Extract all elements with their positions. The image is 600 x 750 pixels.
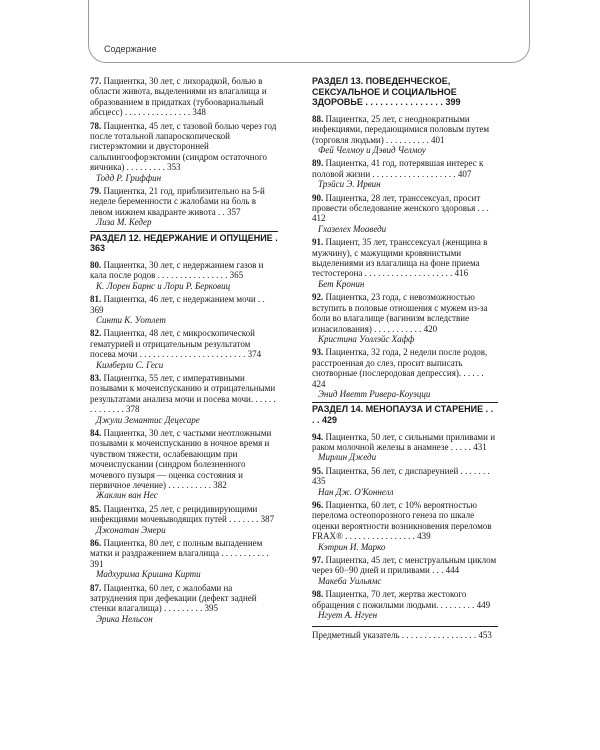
page-number: 416: [454, 268, 469, 279]
entry-line: [90, 373, 278, 415]
page-number: 399: [445, 97, 461, 108]
entry-line: [90, 504, 278, 525]
page-number: 391: [90, 558, 104, 569]
divider: [312, 626, 498, 627]
toc-entry: [90, 583, 278, 625]
leader-dots: . . . . . . . . . . . . . . . . .: [399, 630, 479, 641]
page-number: 449: [476, 599, 491, 610]
page-number: 395: [204, 603, 219, 614]
entry-line: [90, 428, 278, 490]
entry-number: 89.: [312, 158, 324, 169]
entry-line: [312, 466, 498, 487]
entry-author: Синти К. Уотлет: [96, 314, 166, 325]
entry-author: Эрика Нельсон: [96, 613, 153, 624]
entry-line: [90, 538, 278, 569]
entry-line: [90, 294, 278, 315]
entry-title: Пациентка, 30 лет, с лихорадкой, болью в области живота, выделениями из влагалища и образованием в придатках (тубоовариальный абсцесс): [90, 76, 267, 118]
page-number: 453: [478, 630, 492, 641]
entry-title: Пациент, 35 лет, транссексуал (женщина в мужчину), с мажущими кровянистыми выделениями из влагалища на фоне приема тестостерона: [312, 237, 488, 279]
entry-number: 84.: [90, 427, 102, 438]
toc-entry: [312, 589, 498, 620]
entry-author: Трэйси Э. Ирвин: [318, 179, 381, 190]
page-number: 407: [457, 168, 472, 179]
entry-title: Пациентка, 60 лет, с жалобами на затруднения при дефекации (дефект задней стенки влагалища): [90, 582, 257, 614]
toc-entry: [312, 466, 498, 497]
entry-number: 96.: [312, 499, 324, 510]
entry-author: Джонатан Эмери: [96, 524, 166, 535]
entry-number: 85.: [90, 503, 102, 514]
toc-entry: [90, 538, 278, 580]
entry-title: Пациентка, 80 лет, с полным выпадением матки и раздражением влагалища: [90, 538, 263, 559]
page-number: 363: [90, 243, 106, 254]
entry-number: 82.: [90, 328, 102, 339]
leader-dots: . . . . . . . . . . . . . . . . . . . . . . . .: [137, 349, 248, 360]
leader-dots: . . .: [429, 565, 446, 576]
toc-entry: [312, 432, 498, 463]
entry-title: Пациентка, 70 лет, жертва жестокого обращения с пожилыми людьми.: [312, 589, 467, 610]
entry-title: Пациентка, 41 год, потерявшая интерес к половой жизни: [312, 158, 484, 179]
leader-dots: . . . . . . . . . .: [383, 134, 431, 145]
entry-author: Кимберли С. Геси: [96, 359, 164, 370]
leader-dots: . . . . . . . . . .: [165, 480, 214, 490]
page-number: 357: [227, 206, 241, 217]
entry-author: Тодд Р. Гриффин: [96, 172, 162, 183]
toc-entry: [90, 373, 278, 425]
entry-author: Бет Кронин: [318, 278, 365, 289]
leader-dots: . . . . . . . . .: [161, 603, 205, 614]
toc-entry: [312, 193, 498, 235]
leader-dots: .: [272, 232, 278, 243]
entry-title: Пациентка, 25 лет, с неоднократными инфекциями, передающимися половым путем (торговля людьми): [312, 113, 490, 145]
page-number: 374: [247, 349, 262, 360]
entry-line: [312, 500, 498, 542]
entry-title: Пациентка, 45 лет, с менструальным циклом через 60−90 дней и приливами: [312, 555, 497, 576]
page-number: 353: [167, 162, 181, 173]
entry-author: К. Лорен Барнс и Лори Р. Берковиц: [96, 280, 231, 291]
entry-number: 97.: [312, 555, 324, 565]
leader-dots: . . . . . . . . . . . . . . .: [122, 107, 193, 118]
page-number: 424: [312, 378, 326, 389]
entry-line: [90, 121, 278, 173]
toc-entry: [312, 292, 498, 344]
entry-line: [312, 114, 498, 145]
toc-entry: [90, 504, 278, 535]
entry-number: 79.: [90, 186, 102, 197]
entry-title: Пациентка, 45 лет, с тазовой болью через год после тотальной лапароскопической гистерэктомии и двусторонней сальпингоофорэктомии (синдром остаточного яичника): [90, 120, 277, 173]
toc-left-column: [90, 76, 278, 627]
entry-title: Пациентка, 46 лет, с недержанием мочи: [103, 294, 256, 305]
entry-number: 86.: [90, 538, 102, 549]
entry-title: Пациентка, 30 лет, с частыми неотложными позывами к мочеиспусканию в ночное время и чувством тяжести, ослабевающим при мочеиспускании (синдром болезненного мочевого пузыря — оценка состояния и первичное лечение): [90, 427, 272, 490]
entry-line: [312, 158, 498, 179]
section-heading: [312, 76, 498, 108]
header-frame: [88, 0, 530, 63]
toc-entry: [312, 158, 498, 189]
page-number: 420: [423, 323, 438, 334]
toc-entry: [90, 328, 278, 370]
leader-dots: . .: [255, 294, 265, 305]
section-heading: [312, 402, 498, 425]
entry-number: 80.: [90, 259, 102, 270]
entry-line: [312, 347, 498, 389]
entry-author: Энид Иветт Ривера-Коуэцци: [318, 388, 431, 399]
leader-dots: . . . . . . . . . . . . . . . . . . . .: [362, 268, 455, 279]
entry-number: 90.: [312, 192, 324, 203]
entry-title: Пациентка, 55 лет, с императивными позывами к мочеиспусканию и отрицательными результатами анализа мочи и посева мочи.: [90, 372, 276, 404]
entry-title: Предметный указатель: [312, 630, 400, 641]
entry-line: [90, 328, 278, 359]
header-label: Содержание: [104, 44, 157, 54]
page-number: 369: [90, 304, 104, 315]
leader-dots: . . .: [475, 203, 489, 214]
toc-entry: [312, 347, 498, 399]
entry-line: [312, 589, 498, 610]
entry-title: Пациентка, 60 лет, с 10% вероятностью перелома остеопорозного генеза по шкале оценки вероятности возникновения переломов FRAX®: [312, 499, 492, 542]
leader-dots: . . . . .: [461, 368, 484, 379]
entry-author: Гхазелех Моаведи: [318, 223, 387, 234]
section-title: РАЗДЕЛ 14. МЕНОПАУЗА И СТАРЕНИЕ: [312, 404, 484, 415]
entry-title: Пациентка, 21 год, приблизительно на 5-й неделе беременности с жалобами на боль в левом нижнем квадранте живота: [90, 186, 265, 217]
entry-title: Пациентка, 48 лет, с микроскопической гематурией и отрицательным результатом посева мочи: [90, 328, 255, 360]
page-number: 401: [431, 134, 445, 145]
toc-entry: [312, 237, 498, 289]
leader-dots: . .: [215, 206, 228, 217]
leader-dots: . . . . . . . . . . . . . . . .: [342, 531, 418, 542]
entry-number: 92.: [312, 292, 324, 303]
page-number: 382: [213, 480, 227, 490]
entry-author: Лиза М. Кедер: [96, 217, 152, 228]
page-number: 387: [260, 514, 275, 525]
leader-dots: . . . . . . . . . . .: [371, 323, 424, 334]
toc-entry: [90, 260, 278, 291]
page-number: 378: [126, 404, 140, 415]
toc-entry: [90, 186, 278, 228]
entry-line: [312, 237, 498, 279]
entry-title: Пациентка, 30 лет, с недержанием газов и кала после родов: [90, 259, 264, 281]
toc-entry: [90, 121, 278, 183]
entry-line: [90, 583, 278, 614]
entry-line: [312, 193, 498, 224]
entry-author: Кристина Уоллэйс Хафф: [318, 333, 415, 344]
leader-dots: . . . . . . .: [458, 465, 490, 476]
toc-entry: [90, 294, 278, 325]
leader-dots: . . . . .: [448, 441, 474, 452]
entry-author: Джули Земантис Децесаре: [96, 414, 200, 425]
toc-entry-index: [312, 630, 498, 640]
entry-number: 88.: [312, 113, 324, 124]
entry-author: Макеба Уильямс: [318, 575, 382, 586]
toc-entry: [312, 555, 498, 586]
entry-title: Пациентка, 23 года, с невозможностью вступить в половые отношения с мужем из-за боли во влагалище (вагинизм вследствие изнасилования): [312, 292, 488, 334]
toc-entry: [90, 76, 278, 118]
entry-number: 93.: [312, 347, 324, 358]
toc-right-column: [312, 76, 498, 644]
page-number: 431: [473, 441, 487, 452]
entry-line: [90, 260, 278, 281]
entry-line: [312, 432, 498, 453]
leader-dots: . . . . . . . . .: [124, 162, 168, 173]
page-number: 444: [445, 565, 460, 576]
leader-dots: . . . . . . . . . . .: [219, 548, 269, 559]
entry-author: Нгует А. Нгуен: [318, 610, 378, 621]
toc-entry: [90, 428, 278, 501]
entry-author: Фей Челмоу и Дэвид Челмоу: [318, 145, 426, 155]
entry-number: 94.: [312, 431, 324, 442]
page-number: 439: [417, 531, 431, 542]
entry-author: Мирлин Джеди: [318, 452, 377, 463]
toc-entry: [312, 500, 498, 552]
page-number: 348: [192, 107, 206, 118]
page-number: 429: [322, 414, 338, 425]
page-number: 365: [229, 270, 244, 281]
entry-number: 87.: [90, 582, 102, 593]
entry-title: Пациентка, 25 лет, с рецидивирующими инфекциями мочевыводящих путей: [90, 503, 258, 525]
entry-title: Пациентка, 28 лет, транссексуал, просит провести обследование женского здоровья: [312, 192, 481, 214]
entry-title: Пациентка, 32 года, 2 недели после родов, расстроенная до слез, просит выписать снотворные (послеродовая депрессия).: [312, 347, 488, 379]
leader-dots: . . . . . . . . . . . . . . . . . . .: [370, 168, 458, 179]
entry-number: 78.: [90, 120, 102, 131]
entry-number: 98.: [312, 589, 324, 600]
entry-title: Пациентка, 50 лет, с сильными приливами и раком молочной железы в анамнезе: [312, 431, 496, 452]
leader-dots: . . . . . . . . . . . . . . . .: [155, 270, 230, 281]
entry-author: Жаклин ван Нес: [96, 490, 158, 501]
entry-line: [312, 292, 498, 334]
page-number: 412: [312, 213, 326, 224]
leader-dots: . . . . . . . . . . . . . . . .: [362, 97, 446, 108]
section-title: РАЗДЕЛ 13. ПОВЕДЕНЧЕСКОЕ, СЕКСУАЛЬНОЕ И СОЦИАЛЬНОЕ ЗДОРОВЬЕ: [312, 76, 457, 108]
entry-number: 83.: [90, 372, 102, 383]
leader-dots: . . . . . . . . . . . . .: [90, 393, 276, 415]
entry-author: Нан Дж. О'Коннелл: [318, 486, 394, 497]
entry-number: 77.: [90, 76, 102, 86]
entry-author: Мадхурима Кришна Кирти: [96, 569, 201, 580]
leader-dots: . . . .: [312, 404, 494, 425]
entry-title: Пациентка, 56 лет, с диспареунией: [325, 465, 459, 476]
entry-line: [312, 555, 498, 576]
entry-line: [90, 186, 278, 217]
entry-number: 95.: [312, 465, 324, 476]
entry-number: 81.: [90, 294, 102, 305]
section-title: РАЗДЕЛ 12. НЕДЕРЖАНИЕ И ОПУЩЕНИЕ: [90, 232, 273, 243]
entry-author: Кэтрин И. Марко: [318, 541, 386, 552]
entry-line: [90, 76, 278, 118]
toc-entry: [312, 114, 498, 156]
leader-dots: . . . . . . .: [226, 514, 261, 525]
entry-number: 91.: [312, 237, 324, 248]
page-number: 435: [312, 476, 326, 487]
leader-dots: . . . . . . . .: [438, 599, 477, 610]
section-heading: [90, 231, 278, 254]
